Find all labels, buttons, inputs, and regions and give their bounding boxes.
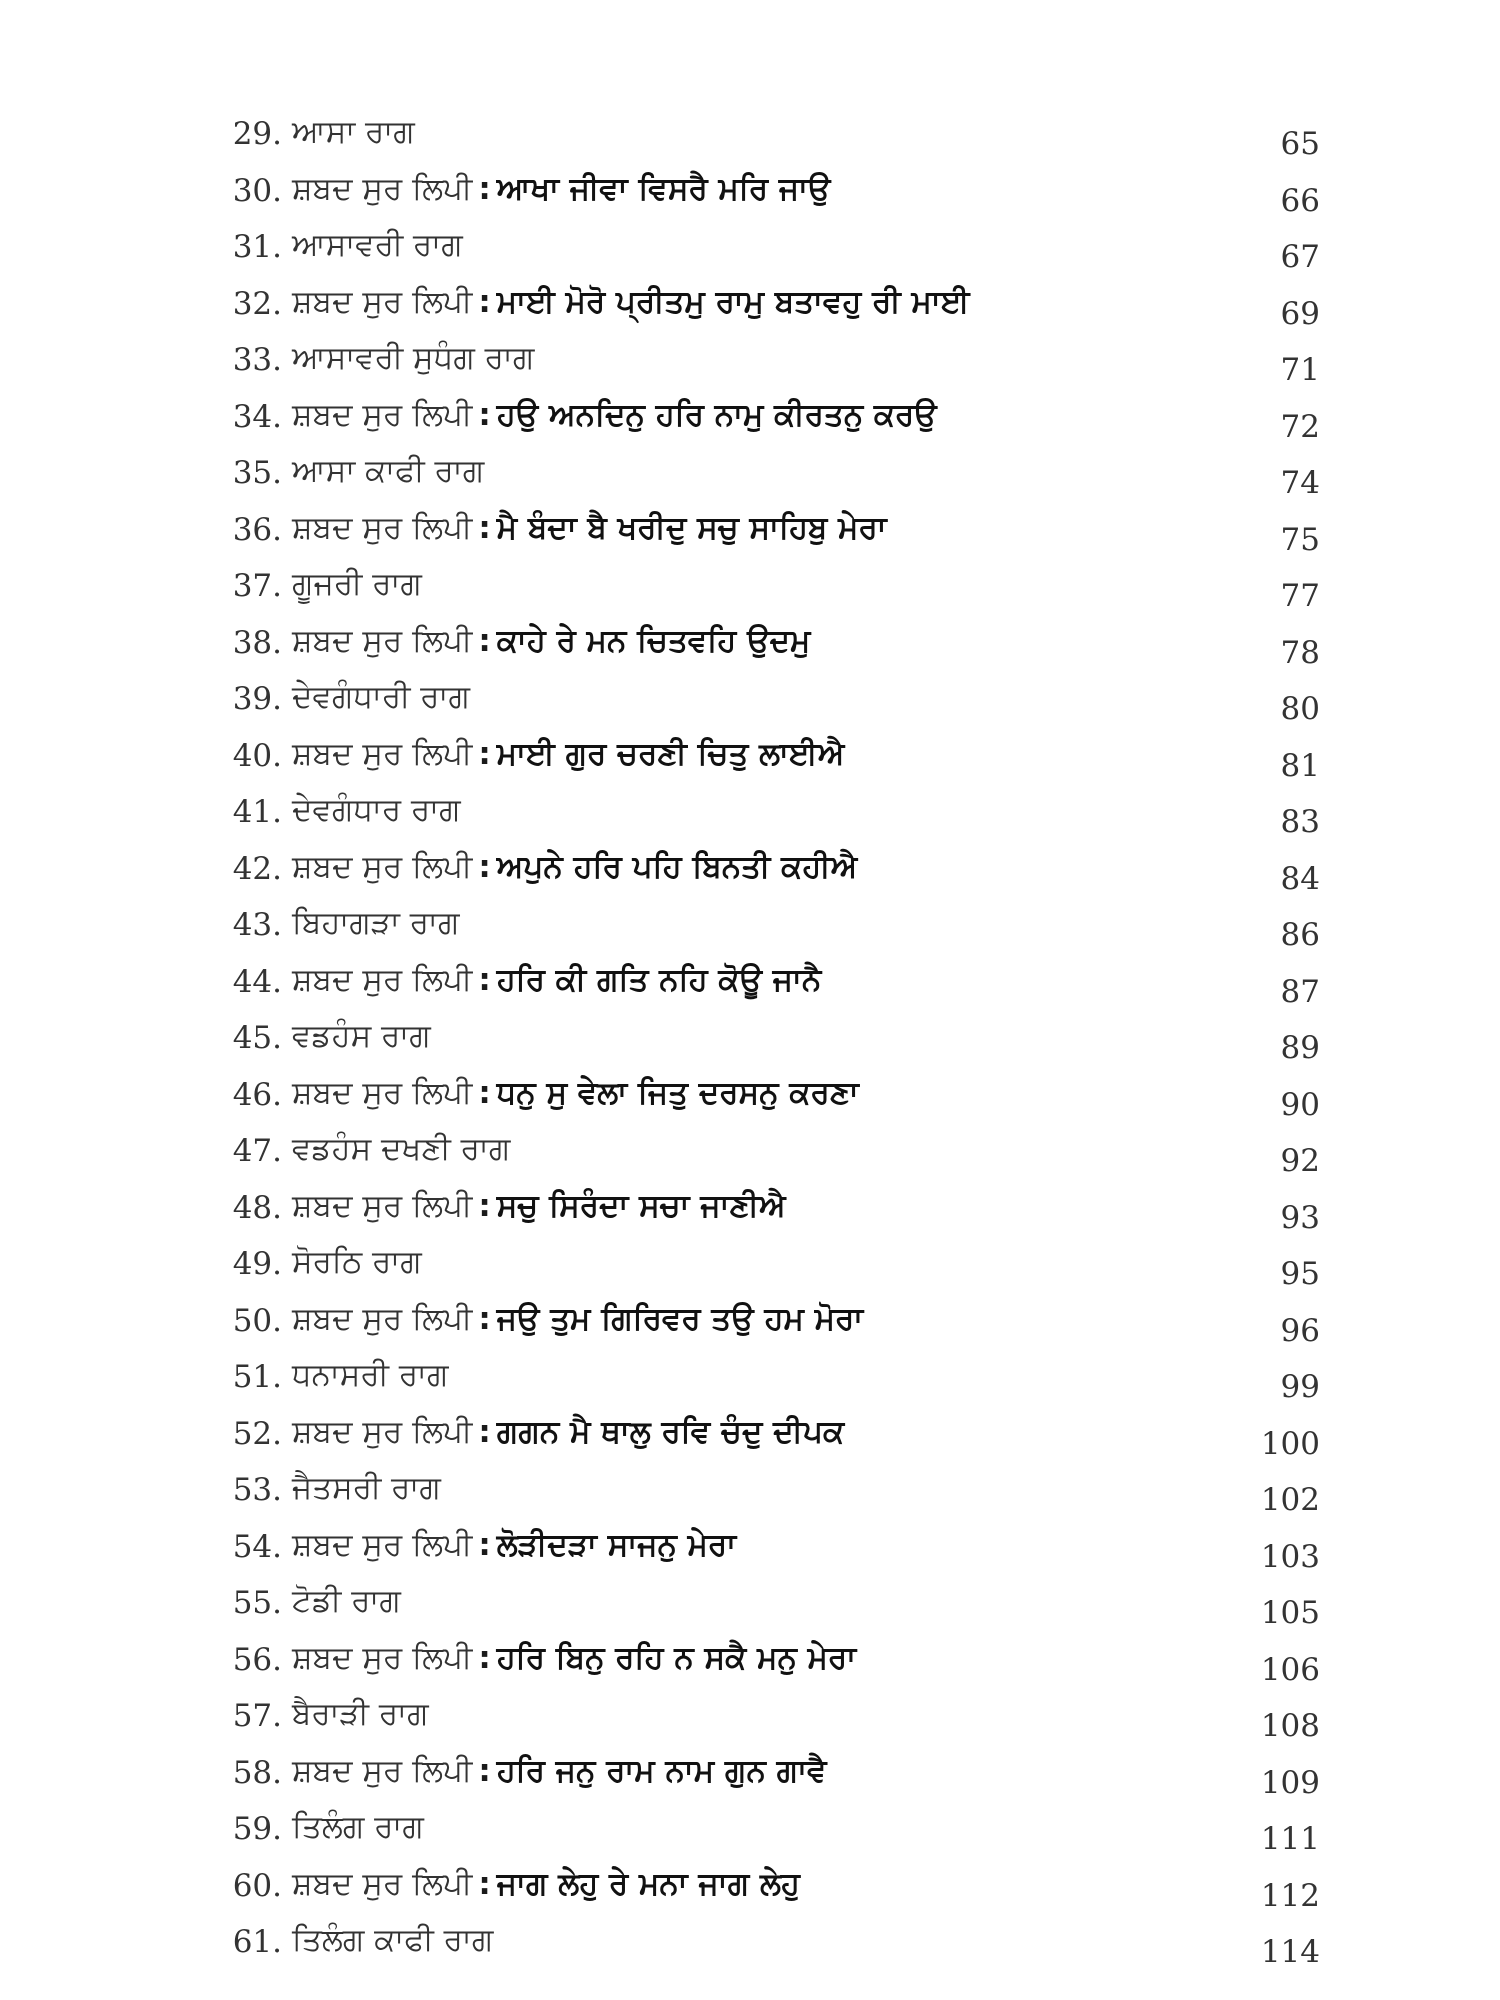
toc-entry-number: 58.	[232, 1754, 282, 1791]
toc-entry-title	[292, 1131, 510, 1168]
toc-entry	[200, 1242, 1320, 1299]
toc-entry-page-number: 72	[1280, 408, 1320, 445]
toc-entry-number: 44.	[232, 963, 282, 1000]
toc-entry	[200, 903, 1320, 960]
toc-entry-page-number: 80	[1280, 691, 1320, 727]
toc-entry	[200, 1129, 1320, 1186]
toc-entry-title	[292, 792, 461, 829]
toc-entry-title	[292, 1244, 422, 1281]
toc-entry	[200, 112, 1320, 169]
toc-entry-number: 39.	[232, 681, 282, 717]
toc-entry-title	[292, 1583, 401, 1620]
toc-entry-title	[292, 1640, 856, 1677]
toc-entry-page-number: 67	[1280, 239, 1320, 275]
toc-entry-page-number: 95	[1280, 1256, 1320, 1292]
toc-entry-number: 34.	[232, 398, 282, 435]
toc-entry-number: 47.	[232, 1133, 282, 1169]
toc-entry-page-number: 100	[1260, 1425, 1320, 1462]
toc-entry-verse: ਜਉ ਤੁਮ ਗਿਰਿਵਰ ਤਉ ਹਮ ਮੋਰਾ	[496, 1300, 864, 1337]
toc-entry-title	[292, 736, 844, 773]
toc-entry-title	[292, 623, 810, 660]
toc-entry-verse: ਆਖਾ ਜੀਵਾ ਵਿਸਰੈ ਮਰਿ ਜਾਉ	[496, 170, 831, 207]
toc-entry-verse: ਜਾਗ ਲੇਹੁ ਰੇ ਮਨਾ ਜਾਗ ਲੇਹੁ	[496, 1865, 800, 1902]
toc-entry-separator: :	[478, 1413, 491, 1450]
toc-entry-raga: ਬਿਹਾਗੜਾ ਰਾਗ	[292, 905, 460, 941]
toc-entry-page-number: 112	[1260, 1877, 1320, 1914]
toc-entry-raga: ਆਸਾ ਰਾਗ	[292, 114, 415, 150]
toc-entry-number: 52.	[232, 1415, 282, 1452]
toc-entry	[200, 225, 1320, 282]
toc-entry-verse: ਮਾਈ ਗੁਰ ਚਰਣੀ ਚਿਤੁ ਲਾਈਐ	[496, 735, 845, 772]
toc-entry-page-number: 69	[1280, 295, 1320, 332]
toc-entry-page-number: 89	[1280, 1030, 1320, 1066]
toc-entry-page-number: 86	[1280, 917, 1320, 953]
toc-entry-prefix: ਸ਼ਬਦ ਸੁਰ ਲਿਪੀ	[292, 1639, 473, 1676]
toc-entry-page-number: 111	[1260, 1821, 1320, 1857]
toc-entry	[200, 1694, 1320, 1751]
toc-entry-title	[292, 284, 970, 321]
toc-entry-prefix: ਸ਼ਬਦ ਸੁਰ ਲਿਪੀ	[292, 396, 473, 433]
toc-entry	[200, 564, 1320, 621]
toc-entry-number: 41.	[232, 794, 282, 830]
toc-entry-prefix: ਸ਼ਬਦ ਸੁਰ ਲਿਪੀ	[292, 735, 473, 772]
toc-entry-verse: ਹਰਿ ਕੀ ਗਤਿ ਨਹਿ ਕੋਊ ਜਾਨੈ	[496, 961, 822, 998]
toc-entry-title	[292, 1753, 827, 1790]
toc-entry-number: 31.	[232, 229, 282, 265]
toc-entry-title	[292, 679, 470, 716]
toc-entry-number: 38.	[232, 624, 282, 661]
toc-entry	[200, 621, 1320, 678]
toc-entry	[200, 395, 1320, 452]
toc-entry-title	[292, 227, 463, 264]
toc-entry-raga: ਧਨਾਸਰੀ ਰਾਗ	[292, 1357, 449, 1393]
toc-entry-prefix: ਸ਼ਬਦ ਸੁਰ ਲਿਪੀ	[292, 1865, 473, 1902]
toc-entry-title	[292, 1809, 424, 1846]
toc-entry-number: 53.	[232, 1472, 282, 1508]
toc-entry-separator: :	[478, 848, 491, 885]
toc-entry-number: 60.	[232, 1867, 282, 1904]
toc-entry	[200, 1186, 1320, 1243]
toc-entry-verse: ਕਾਹੇ ਰੇ ਮਨ ਚਿਤਵਹਿ ਉਦਮੁ	[496, 622, 811, 659]
toc-entry-raga: ਵਡਹੰਸ ਰਾਗ	[292, 1018, 431, 1054]
toc-entry-prefix: ਸ਼ਬਦ ਸੁਰ ਲਿਪੀ	[292, 509, 473, 546]
toc-entry-number: 29.	[232, 116, 282, 152]
toc-entry-number: 48.	[232, 1189, 282, 1226]
toc-entry-separator: :	[478, 622, 491, 659]
toc-entry-raga: ਦੇਵਗੰਧਾਰ ਰਾਗ	[292, 792, 461, 828]
toc-entry-separator: :	[478, 1526, 491, 1563]
toc-entry	[200, 1525, 1320, 1582]
toc-entry-verse: ਲੋੜੀਦੜਾ ਸਾਜਨੁ ਮੇਰਾ	[496, 1526, 737, 1563]
toc-entry-page-number: 106	[1260, 1651, 1320, 1688]
toc-entry-verse: ਧਨੁ ਸੁ ਵੇਲਾ ਜਿਤੁ ਦਰਸਨੁ ਕਰਣਾ	[496, 1074, 859, 1111]
toc-entry-page-number: 65	[1280, 126, 1320, 162]
toc-entry-page-number: 99	[1280, 1369, 1320, 1405]
toc-entry-number: 59.	[232, 1811, 282, 1847]
toc-entry-number: 30.	[232, 172, 282, 209]
toc-entry	[200, 1751, 1320, 1808]
toc-entry-prefix: ਸ਼ਬਦ ਸੁਰ ਲਿਪੀ	[292, 1413, 473, 1450]
toc-entry-raga: ਤਿਲੰਗ ਕਾਫੀ ਰਾਗ	[292, 1922, 494, 1958]
toc-entry	[200, 282, 1320, 339]
toc-entry-number: 56.	[232, 1641, 282, 1678]
toc-entry-number: 61.	[232, 1924, 282, 1960]
toc-entry	[200, 338, 1320, 395]
toc-entry-prefix: ਸ਼ਬਦ ਸੁਰ ਲਿਪੀ	[292, 622, 473, 659]
toc-entry-page-number: 92	[1280, 1143, 1320, 1179]
toc-entry-page-number: 108	[1260, 1708, 1320, 1744]
toc-entry-title	[292, 1866, 800, 1903]
toc-entry-prefix: ਸ਼ਬਦ ਸੁਰ ਲਿਪੀ	[292, 1074, 473, 1111]
toc-entry	[200, 1638, 1320, 1695]
toc-entry-prefix: ਸ਼ਬਦ ਸੁਰ ਲਿਪੀ	[292, 1752, 473, 1789]
toc-entry-title	[292, 566, 422, 603]
toc-entry-page-number: 84	[1280, 860, 1320, 897]
toc-entry-raga: ਗੂਜਰੀ ਰਾਗ	[292, 566, 422, 602]
toc-entry-number: 35.	[232, 455, 282, 491]
toc-entry-separator: :	[478, 1187, 491, 1224]
toc-entry-page-number: 87	[1280, 973, 1320, 1010]
toc-entry-verse: ਮਾਈ ਮੋਰੋ ਪ੍ਰੀਤਮੁ ਰਾਮੁ ਬਤਾਵਹੁ ਰੀ ਮਾਈ	[496, 283, 970, 320]
toc-entry	[200, 1016, 1320, 1073]
toc-entry-number: 40.	[232, 737, 282, 774]
toc-entry	[200, 508, 1320, 565]
toc-entry-verse: ਅਪੁਨੇ ਹਰਿ ਪਹਿ ਬਿਨਤੀ ਕਹੀਐ	[496, 848, 858, 885]
toc-entry-title	[292, 849, 857, 886]
toc-entry-title	[292, 1470, 441, 1507]
toc-entry-number: 55.	[232, 1585, 282, 1621]
toc-entry-title	[292, 1922, 493, 1959]
toc-entry-prefix: ਸ਼ਬਦ ਸੁਰ ਲਿਪੀ	[292, 848, 473, 885]
toc-entry-verse: ਹਉ ਅਨਦਿਨੁ ਹਰਿ ਨਾਮੁ ਕੀਰਤਨੁ ਕਰਉ	[496, 396, 937, 433]
toc-entry-page-number: 81	[1280, 747, 1320, 784]
toc-entry-page-number: 75	[1280, 521, 1320, 558]
toc-entry-separator: :	[478, 509, 491, 546]
toc-entry-number: 57.	[232, 1698, 282, 1734]
toc-entry-title	[292, 453, 484, 490]
toc-entry-page-number: 105	[1260, 1595, 1320, 1631]
toc-entry-separator: :	[478, 961, 491, 998]
toc-entry-page-number: 109	[1260, 1764, 1320, 1801]
toc-entry	[200, 960, 1320, 1017]
toc-entry-number: 33.	[232, 342, 282, 378]
toc-entry-page-number: 114	[1260, 1934, 1320, 1970]
toc-entry-raga: ਤਿਲੰਗ ਰਾਗ	[292, 1809, 424, 1845]
toc-entry-page-number: 78	[1280, 634, 1320, 671]
toc-entry-number: 32.	[232, 285, 282, 322]
toc-entry	[200, 1920, 1320, 1977]
toc-entry-verse: ਹਰਿ ਜਨੁ ਰਾਮ ਨਾਮ ਗੁਨ ਗਾਵੈ	[496, 1752, 827, 1789]
toc-entry	[200, 1581, 1320, 1638]
toc-entry-page-number: 71	[1280, 352, 1320, 388]
toc-entry-title	[292, 171, 830, 208]
toc-entry-title	[292, 1527, 736, 1564]
toc-entry-number: 42.	[232, 850, 282, 887]
toc-entry-raga: ਟੋਡੀ ਰਾਗ	[292, 1583, 401, 1619]
toc-entry-verse: ਗਗਨ ਮੈ ਥਾਲੁ ਰਵਿ ਚੰਦੁ ਦੀਪਕ	[496, 1413, 845, 1450]
toc-entry-title	[292, 340, 534, 377]
toc-entry-title	[292, 114, 415, 151]
toc-entry-separator: :	[478, 1074, 491, 1111]
toc-entry	[200, 451, 1320, 508]
toc-entry-separator: :	[478, 170, 491, 207]
toc-entry-prefix: ਸ਼ਬਦ ਸੁਰ ਲਿਪੀ	[292, 1187, 473, 1224]
toc-entry-verse: ਮੈ ਬੰਦਾ ਬੈ ਖਰੀਦੁ ਸਚੁ ਸਾਹਿਬੁ ਮੇਰਾ	[496, 509, 887, 546]
toc-entry	[200, 1468, 1320, 1525]
toc-entry-raga: ਆਸਾਵਰੀ ਰਾਗ	[292, 227, 463, 263]
toc-entry	[200, 1807, 1320, 1864]
toc-entry-prefix: ਸ਼ਬਦ ਸੁਰ ਲਿਪੀ	[292, 1300, 473, 1337]
toc-entry-page-number: 83	[1280, 804, 1320, 840]
toc-entry-number: 37.	[232, 568, 282, 604]
toc-entry	[200, 1355, 1320, 1412]
toc-entry-separator: :	[478, 1639, 491, 1676]
toc-entry-verse: ਹਰਿ ਬਿਨੁ ਰਹਿ ਨ ਸਕੈ ਮਨੁ ਮੇਰਾ	[496, 1639, 857, 1676]
toc-entry-title	[292, 1414, 844, 1451]
toc-entry-number: 49.	[232, 1246, 282, 1282]
toc-entry-number: 50.	[232, 1302, 282, 1339]
toc-entry-title	[292, 905, 459, 942]
toc-entry-title	[292, 1696, 429, 1733]
toc-entry-raga: ਆਸਾਵਰੀ ਸੁਧੰਗ ਰਾਗ	[292, 340, 535, 376]
toc-entry-raga: ਆਸਾ ਕਾਫੀ ਰਾਗ	[292, 453, 485, 489]
toc-entry-page-number: 102	[1260, 1482, 1320, 1518]
table-of-contents	[200, 112, 1320, 1977]
toc-entry-page-number: 90	[1280, 1086, 1320, 1123]
toc-entry-page-number: 96	[1280, 1312, 1320, 1349]
toc-entry-page-number: 103	[1260, 1538, 1320, 1575]
toc-entry-separator: :	[478, 1300, 491, 1337]
toc-entry	[200, 677, 1320, 734]
toc-entry-number: 45.	[232, 1020, 282, 1056]
toc-entry-page-number: 93	[1280, 1199, 1320, 1236]
toc-entry-prefix: ਸ਼ਬਦ ਸੁਰ ਲਿਪੀ	[292, 283, 473, 320]
toc-entry-separator: :	[478, 283, 491, 320]
toc-entry	[200, 169, 1320, 226]
toc-entry-separator: :	[478, 1752, 491, 1789]
toc-entry-title	[292, 510, 887, 547]
toc-entry-verse: ਸਚੁ ਸਿਰੰਦਾ ਸਚਾ ਜਾਣੀਐ	[496, 1187, 786, 1224]
toc-entry-page-number: 74	[1280, 465, 1320, 501]
toc-entry	[200, 1299, 1320, 1356]
toc-entry-separator: :	[478, 1865, 491, 1902]
toc-entry-number: 46.	[232, 1076, 282, 1113]
toc-entry	[200, 1412, 1320, 1469]
toc-entry-raga: ਜੈਤਸਰੀ ਰਾਗ	[292, 1470, 441, 1506]
toc-entry-prefix: ਸ਼ਬਦ ਸੁਰ ਲਿਪੀ	[292, 170, 473, 207]
toc-entry-title	[292, 1075, 859, 1112]
toc-entry	[200, 1073, 1320, 1130]
toc-entry-title	[292, 1018, 431, 1055]
toc-entry-raga: ਸੋਰਠਿ ਰਾਗ	[292, 1244, 422, 1280]
toc-entry-separator: :	[478, 396, 491, 433]
toc-entry-page-number: 66	[1280, 182, 1320, 219]
toc-entry-title	[292, 1301, 863, 1338]
toc-entry-raga: ਬੈਰਾੜੀ ਰਾਗ	[292, 1696, 429, 1732]
toc-entry-number: 54.	[232, 1528, 282, 1565]
toc-entry	[200, 847, 1320, 904]
toc-entry-separator: :	[478, 735, 491, 772]
toc-entry-page-number: 77	[1280, 578, 1320, 614]
toc-entry-title	[292, 1357, 448, 1394]
toc-entry-number: 36.	[232, 511, 282, 548]
toc-entry	[200, 790, 1320, 847]
toc-entry	[200, 1864, 1320, 1921]
toc-entry-title	[292, 962, 821, 999]
toc-entry-number: 51.	[232, 1359, 282, 1395]
toc-entry-prefix: ਸ਼ਬਦ ਸੁਰ ਲਿਪੀ	[292, 961, 473, 998]
toc-entry-number: 43.	[232, 907, 282, 943]
toc-entry-raga: ਦੇਵਗੰਧਾਰੀ ਰਾਗ	[292, 679, 470, 715]
toc-entry	[200, 734, 1320, 791]
toc-entry-prefix: ਸ਼ਬਦ ਸੁਰ ਲਿਪੀ	[292, 1526, 473, 1563]
toc-entry-raga: ਵਡਹੰਸ ਦਖਣੀ ਰਾਗ	[292, 1131, 511, 1167]
toc-entry-title	[292, 397, 937, 434]
toc-entry-title	[292, 1188, 786, 1225]
